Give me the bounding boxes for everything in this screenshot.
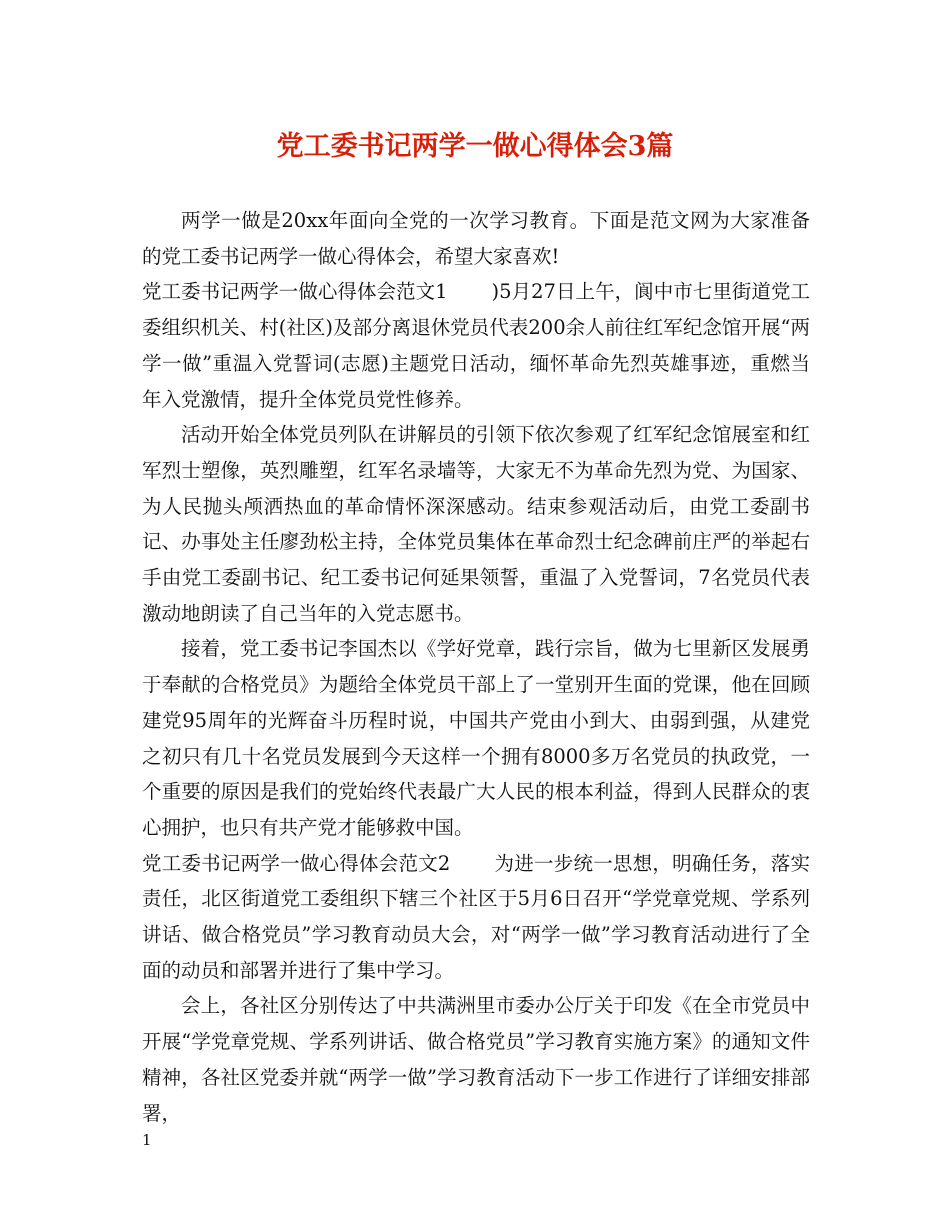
section-2-first-paragraph: 为进一步统一思想，明确任务，落实责任，北区街道党工委组织下辖三个社区于5月6日召开“学党章党规、学系列讲话、做合格党员”学习教育动员大会，对“两学一做”学习教育活动进行了全面的动员和部署并进行了集中学习。: [142, 851, 810, 982]
section-1-paragraph: 活动开始全体党员列队在讲解员的引领下依次参观了红军纪念馆展室和红军烈士塑像，英烈雕塑，红军名录墙等，大家无不为革命先烈为党、为国家、为人民抛头颅洒热血的革命情怀深深感动。结束参观活动后，由党工委副书记、办事处主任廖劲松主持，全体党员集体在革命烈士纪念碑前庄严的举起右手由党工委副书记、纪工委书记何延果领誓，重温了入党誓词，7名党员代表激动地朗读了自己当年的入党志愿书。: [142, 423, 810, 625]
section-1-opening: [142, 274, 810, 417]
page-number: 1: [142, 1131, 152, 1149]
section-1-first-paragraph: )5月27日上午，阆中市七里街道党工委组织机关、村(社区)及部分离退休党员代表200余人前往红军纪念馆开展“两学一做”重温入党誓词(志愿)主题党日活动，缅怀革命先烈英雄事迹，重燃当年入党激情，提升全体党员党性修养。: [142, 280, 810, 411]
section-2-paragraph: 会上，各社区分别传达了中共满洲里市委办公厅关于印发《在全市党员中开展“学党章党规、学系列讲话、做合格党员”学习教育实施方案》的通知文件精神，各社区党委并就“两学一做”学习教育活动下一步工作进行了详细安排部署，: [142, 994, 810, 1125]
section-1-paragraph: 接着，党工委书记李国杰以《学好党章，践行宗旨，做为七里新区发展勇于奉献的合格党员》为题给全体党员干部上了一堂别开生面的党课，他在回顾建党95周年的光辉奋斗历程时说，中国共产党由小到大、由弱到强，从建党之初只有几十名党员发展到今天这样一个拥有8000多万名党员的执政党，一个重要的原因是我们的党始终代表最广大人民的根本利益，得到人民群众的衷心拥护，也只有共产党才能够救中国。: [142, 637, 810, 839]
section-2-opening: [142, 846, 810, 989]
section-1-heading: 党工委书记两学一做心得体会范文1: [142, 280, 448, 304]
document-title: 党工委书记两学一做心得体会3篇: [276, 131, 674, 162]
section-2-heading: 党工委书记两学一做心得体会范文2: [142, 851, 451, 875]
document-body: [142, 203, 810, 1131]
intro-paragraph: 两学一做是20xx年面向全党的一次学习教育。下面是范文网为大家准备的党工委书记两学一做心得体会，希望大家喜欢!: [142, 209, 810, 268]
